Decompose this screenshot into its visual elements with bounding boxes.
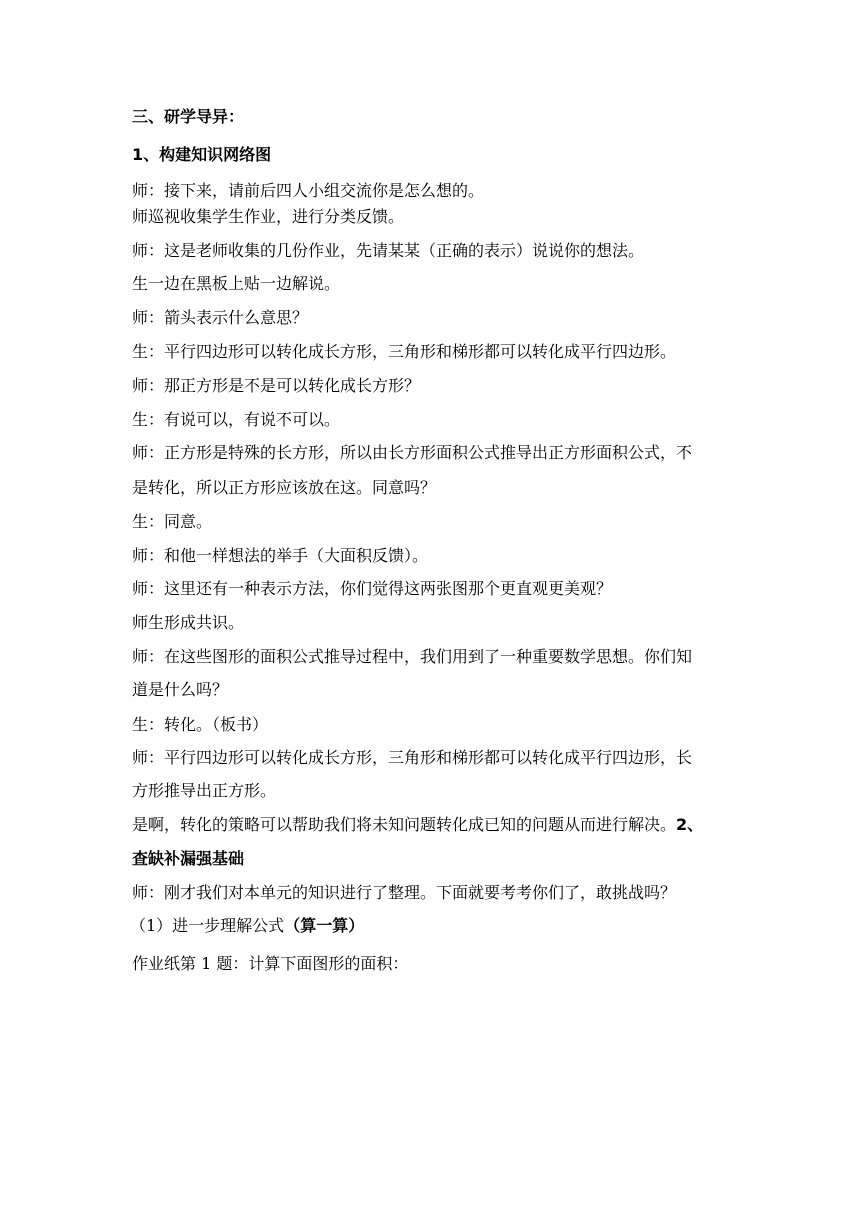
paragraph-line: 师：接下来，请前后四人小组交流你是怎么想的。: [132, 181, 485, 200]
paragraph-line: 师：刚才我们对本单元的知识进行了整理。下面就要考考你们了，敢挑战吗？: [132, 883, 677, 902]
item-label-bold: （算一算）: [284, 916, 365, 935]
paragraph-line: 生：有说可以，有说不可以。: [132, 410, 341, 429]
paragraph-line: 师：这是老师收集的几份作业，先请某某（正确的表示）说说你的想法。: [132, 241, 645, 260]
item-label: （1）进一步理解公式: [130, 916, 285, 935]
paragraph-line: 师：和他一样想法的举手（大面积反馈）。: [132, 546, 429, 565]
paragraph-text: 是啊，转化的策略可以帮助我们将未知问题转化成已知的问题从而进行解决。: [132, 815, 677, 834]
paragraph-line: 师巡视收集学生作业，进行分类反馈。: [132, 207, 405, 226]
paragraph-line: 师：这里还有一种表示方法，你们觉得这两张图那个更直观更美观？: [132, 579, 613, 598]
paragraph-line: 师：那正方形是不是可以转化成长方形？: [132, 376, 421, 395]
paragraph-line: 作业纸第 1 题：计算下面图形的面积：: [132, 954, 409, 973]
section-heading: 三、研学导异：: [132, 107, 245, 126]
paragraph-line: [132, 815, 732, 835]
subsection-number-2: 2、: [676, 815, 704, 834]
paragraph-line: 师：正方形是特殊的长方形，所以由长方形面积公式推导出正方形面积公式，不: [132, 443, 693, 462]
paragraph-line: 师：箭头表示什么意思？: [132, 308, 309, 327]
paragraph-line: 生：同意。: [132, 512, 213, 531]
paragraph-line: 生：平行四边形可以转化成长方形，三角形和梯形都可以转化成平行四边形。: [132, 342, 677, 361]
subsection-heading-1: 1、构建知识网络图: [132, 145, 272, 164]
paragraph-line: [130, 916, 730, 936]
paragraph-line: 是转化，所以正方形应该放在这。同意吗？: [132, 478, 437, 497]
subsection-heading-2: 查缺补漏强基础: [132, 849, 245, 868]
paragraph-line: 生：转化。（板书）: [132, 715, 269, 734]
paragraph-line: 生一边在黑板上贴一边解说。: [132, 274, 341, 293]
paragraph-line: 方形推导出正方形。: [132, 781, 277, 800]
paragraph-line: 师生形成共识。: [132, 613, 245, 632]
paragraph-line: 师：在这些图形的面积公式推导过程中，我们用到了一种重要数学思想。你们知: [132, 647, 693, 666]
paragraph-line: 道是什么吗？: [132, 680, 229, 699]
paragraph-line: 师：平行四边形可以转化成长方形，三角形和梯形都可以转化成平行四边形，长: [132, 748, 693, 767]
